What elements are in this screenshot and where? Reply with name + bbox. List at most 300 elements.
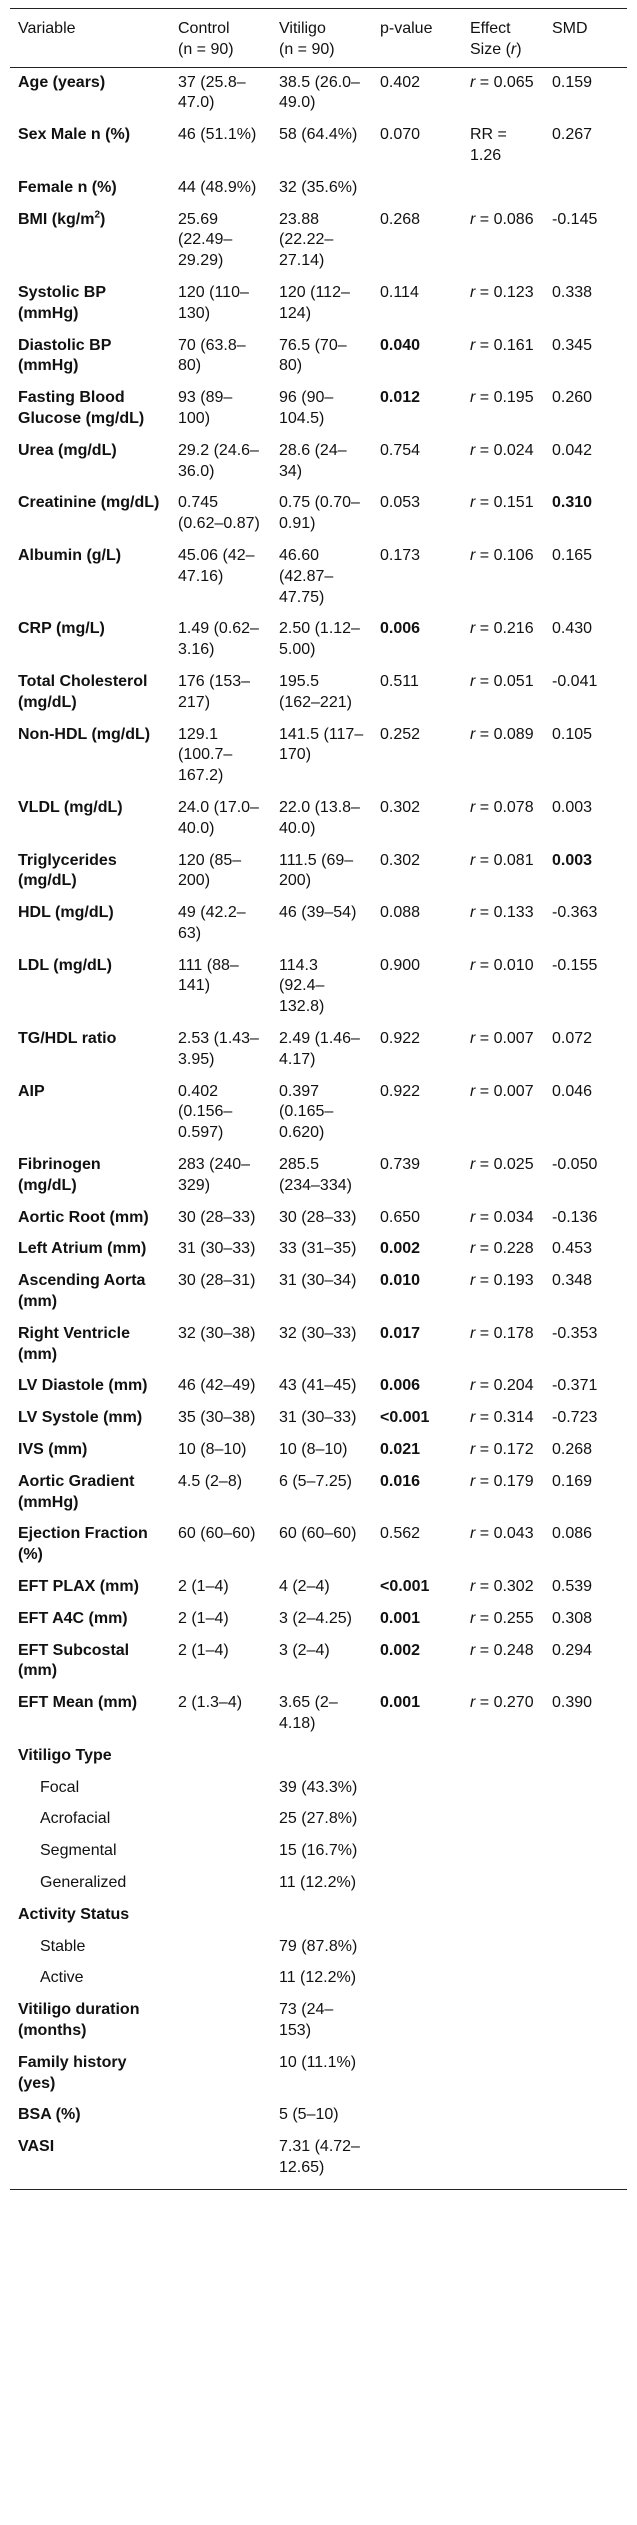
cell-variable [10,1572,170,1604]
cell-effect-size: r = 0.089 [470,725,534,743]
table-row [10,383,627,436]
cell-effect-size: r = 0.314 [470,1409,534,1427]
variable-label: EFT Mean (mm) [18,1694,138,1712]
table-row [10,614,627,667]
cell-pvalue: <0.001 [380,1409,430,1427]
cell-pvalue: 0.088 [380,904,421,922]
cell-vitiligo: 0.75 (0.70–0.91) [279,494,360,533]
cell-vitiligo: 4 (2–4) [279,1578,330,1596]
cell-pvalue: 0.922 [380,1082,421,1100]
cell-smd: 0.042 [552,441,593,459]
cell-effect-size: r = 0.078 [470,798,534,816]
cell-smd: 0.260 [552,389,593,407]
cell-pvalue: 0.053 [380,494,421,512]
cell-effect-size: r = 0.106 [470,546,534,564]
variable-label: VLDL (mg/dL) [18,798,123,816]
cell-pvalue [372,1963,462,1995]
cell-vitiligo: 3.65 (2–4.18) [279,1694,338,1732]
table-row [10,1024,627,1077]
cell-vitiligo: 10 (11.1%) [279,2053,357,2071]
table-row [10,278,627,331]
cell-pvalue: 0.001 [380,1609,421,1627]
variable-label: EFT A4C (mm) [18,1609,128,1627]
cell-smd: 0.086 [552,1525,593,1543]
cell-vitiligo: 285.5 (234–334) [279,1156,352,1194]
cell-variable [10,1203,170,1235]
cell-vitiligo: 32 (30–33) [279,1324,357,1342]
cell-smd: 0.539 [552,1578,593,1596]
cell-control: 111 (88–141) [178,956,239,995]
cell-pvalue: 0.922 [380,1030,421,1048]
variable-label: Stable [40,1937,86,1955]
variable-label: VASI [18,2138,55,2156]
cell-variable [10,1963,170,1995]
cell-variable [10,436,170,489]
cell-variable [10,1688,170,1741]
cell-smd: -0.145 [552,210,598,228]
variable-label: BMI (kg/m [18,210,95,228]
cell-smd: 0.046 [552,1082,593,1100]
cell-effect-size [462,1963,544,1995]
cell-variable [10,1900,170,1932]
cell-control [170,2048,271,2101]
variable-label: IVS (mm) [18,1441,88,1459]
cell-vitiligo: 30 (28–33) [279,1208,357,1226]
table-row [10,67,627,120]
cell-effect-size [462,2132,544,2189]
variable-label-tail: ) [100,210,106,228]
cell-effect-size [462,1804,544,1836]
cell-variable [10,2048,170,2101]
variable-label: HDL (mg/dL) [18,904,114,922]
table-row [10,436,627,489]
cell-smd: -0.371 [552,1377,598,1395]
table-row [10,1403,627,1435]
cell-vitiligo: 5 (5–10) [279,2106,339,2124]
cell-effect-size: r = 0.193 [470,1272,534,1290]
cell-control: 0.745 (0.62–0.87) [178,494,260,533]
table-row [10,488,627,541]
cell-pvalue: 0.040 [380,336,421,354]
variable-label: Diastolic BP (mmHg) [18,336,112,375]
variable-label: Aortic Gradient (mmHg) [18,1472,135,1511]
cell-control: 46 (42–49) [178,1377,256,1395]
cell-control: 31 (30–33) [178,1240,256,1258]
variable-label: Left Atrium (mm) [18,1240,147,1258]
cell-control: 129.1 (100.7–167.2) [178,725,233,785]
variable-label: Aortic Root (mm) [18,1208,149,1226]
variable-label: EFT PLAX (mm) [18,1578,139,1596]
cell-variable [10,1836,170,1868]
cell-variable [10,667,170,720]
cell-variable [10,614,170,667]
cell-smd: 0.345 [552,336,593,354]
table-row [10,205,627,278]
cell-vitiligo: 39 (43.3%) [279,1778,358,1796]
cell-vitiligo: 141.5 (117–170) [279,725,364,764]
cell-control: 24.0 (17.0–40.0) [178,798,259,837]
cell-control: 30 (28–33) [178,1208,256,1226]
cell-variable [10,1234,170,1266]
cell-vitiligo: 120 (112–124) [279,283,350,322]
cell-vitiligo: 60 (60–60) [279,1525,357,1543]
cell-control [170,1932,271,1964]
cell-variable [10,1604,170,1636]
variable-label: Non-HDL (mg/dL) [18,725,151,743]
cell-effect-size: r = 0.081 [470,851,534,869]
cell-effect-size: r = 0.051 [470,672,534,690]
cell-smd [544,1900,627,1932]
variable-label: LV Diastole (mm) [18,1377,148,1395]
table-row [10,1773,627,1805]
cell-control: 32 (30–38) [178,1324,256,1342]
cell-smd: 0.348 [552,1272,593,1290]
cell-smd: 0.308 [552,1609,593,1627]
cell-effect-size: r = 0.195 [470,389,534,407]
table-row [10,1266,627,1319]
cell-pvalue [372,2048,462,2101]
cell-effect-size: r = 0.034 [470,1208,534,1226]
cell-smd: 0.430 [552,620,593,638]
cell-smd [544,1963,627,1995]
cell-control: 4.5 (2–8) [178,1472,243,1490]
cell-smd: -0.363 [552,904,598,922]
variable-label: TG/HDL ratio [18,1030,117,1048]
cell-effect-size: r = 0.255 [470,1609,534,1627]
cell-pvalue: 0.001 [380,1694,421,1712]
table-row [10,793,627,846]
cell-vitiligo: 3 (2–4) [279,1641,330,1659]
cell-pvalue: 0.002 [380,1240,421,1258]
header-row [10,9,627,68]
table-row [10,1868,627,1900]
cell-effect-size [462,1900,544,1932]
cell-smd: 0.072 [552,1030,593,1048]
variable-label: CRP (mg/L) [18,620,105,638]
cell-control: 25.69 (22.49–29.29) [178,210,233,270]
cell-vitiligo: 0.397 (0.165–0.620) [279,1082,334,1142]
cell-pvalue: 0.302 [380,851,421,869]
cell-control: 120 (85–200) [178,851,242,890]
cell-control: 1.49 (0.62–3.16) [178,620,259,659]
cell-pvalue [372,1995,462,2048]
cell-control: 176 (153–217) [178,672,251,711]
table-row [10,1572,627,1604]
cell-control [170,1773,271,1805]
variable-label: EFT Subcostal (mm) [18,1641,130,1680]
cell-pvalue: 0.739 [380,1156,421,1174]
cell-effect-size [462,1773,544,1805]
table-row [10,1467,627,1520]
cell-pvalue [372,1836,462,1868]
cell-smd [544,1932,627,1964]
header-variable: Variable [10,9,170,68]
cell-effect-size: r = 0.179 [470,1472,534,1490]
cell-control: 60 (60–60) [178,1525,256,1543]
cell-variable [10,1319,170,1372]
cell-pvalue: 0.070 [380,126,421,144]
table-row [10,1741,627,1773]
cell-control: 35 (30–38) [178,1409,256,1427]
cell-effect-size: r = 0.270 [470,1694,534,1712]
cell-smd [544,1995,627,2048]
table-row [10,2132,627,2189]
cell-smd: -0.723 [552,1409,598,1427]
cell-control [170,1741,271,1773]
cell-pvalue [372,1741,462,1773]
variable-label: Triglycerides (mg/dL) [18,851,117,890]
table-row [10,1150,627,1203]
table-row [10,1804,627,1836]
cell-control: 120 (110–130) [178,283,249,322]
cell-smd: 0.159 [552,73,593,91]
cell-effect-size [462,2048,544,2101]
cell-smd [544,2100,627,2132]
cell-effect-size: r = 0.024 [470,441,534,459]
cell-vitiligo: 114.3 (92.4–132.8) [279,956,325,1016]
variable-label: Activity Status [18,1905,130,1923]
cell-smd: 0.453 [552,1240,593,1258]
cell-pvalue [372,1868,462,1900]
cell-control: 2 (1–4) [178,1578,229,1596]
cell-vitiligo: 38.5 (26.0–49.0) [279,73,360,112]
cell-variable [10,793,170,846]
cell-vitiligo: 46.60 (42.87–47.75) [279,546,334,606]
cell-pvalue: 0.021 [380,1441,421,1459]
table-row [10,1636,627,1689]
cell-vitiligo: 22.0 (13.8–40.0) [279,798,360,837]
cell-variable [10,1024,170,1077]
cell-vitiligo: 31 (30–34) [279,1272,357,1290]
cell-pvalue: <0.001 [380,1578,430,1596]
cell-effect-size: r = 0.025 [470,1156,534,1174]
cell-vitiligo: 33 (31–35) [279,1240,357,1258]
cell-pvalue: 0.006 [380,1377,421,1395]
cell-variable [10,1804,170,1836]
cell-control [170,2100,271,2132]
cell-vitiligo: 73 (24–153) [279,2001,334,2039]
cell-control [170,1804,271,1836]
cell-pvalue [372,1900,462,1932]
cell-pvalue [372,1804,462,1836]
cell-smd: -0.050 [552,1156,598,1174]
cell-variable [10,1266,170,1319]
cell-effect-size: r = 0.228 [470,1240,534,1258]
cell-variable [10,1636,170,1689]
cell-control [170,1836,271,1868]
variable-label: Family history (yes) [18,2053,127,2092]
cell-vitiligo: 31 (30–33) [279,1409,357,1427]
cell-control [170,1995,271,2048]
cell-pvalue [372,2132,462,2189]
cell-control: 10 (8–10) [178,1441,247,1459]
cell-smd: 0.105 [552,725,593,743]
cell-control: 30 (28–31) [178,1272,256,1290]
cell-control: 46 (51.1%) [178,126,257,144]
variable-label: Total Cholesterol (mg/dL) [18,672,148,711]
cell-smd [544,1804,627,1836]
cell-variable [10,951,170,1024]
cell-vitiligo: 10 (8–10) [279,1441,348,1459]
cell-control: 44 (48.9%) [178,178,257,196]
cell-variable [10,1435,170,1467]
cell-control [170,1963,271,1995]
cell-vitiligo: 23.88 (22.22–27.14) [279,210,334,270]
cell-effect-size: r = 0.178 [470,1324,534,1342]
cell-effect-size: r = 0.204 [470,1377,534,1395]
table-row [10,898,627,951]
cell-variable [10,1868,170,1900]
table-body [10,67,627,2189]
cell-variable [10,120,170,173]
cell-variable [10,488,170,541]
table-row [10,1900,627,1932]
cell-smd: 0.390 [552,1694,593,1712]
table-row [10,2048,627,2101]
variable-label: Focal [40,1778,80,1796]
table-row [10,1371,627,1403]
cell-variable [10,2132,170,2189]
cell-control: 283 (240–329) [178,1156,251,1194]
cell-vitiligo: 43 (41–45) [279,1377,357,1395]
table-row [10,1435,627,1467]
cell-vitiligo: 76.5 (70–80) [279,336,347,375]
header-smd: SMD [544,9,627,68]
cell-variable [10,1932,170,1964]
cell-vitiligo: 6 (5–7.25) [279,1472,352,1490]
cell-smd: 0.310 [552,494,593,512]
cell-variable [10,846,170,899]
cell-control [170,2132,271,2189]
cell-pvalue [372,1932,462,1964]
cell-effect-size: r = 0.065 [470,73,534,91]
cell-effect-size [462,1741,544,1773]
cell-vitiligo: 32 (35.6%) [279,178,358,196]
cell-control: 70 (63.8–80) [178,336,246,375]
cell-pvalue: 0.511 [380,672,419,690]
cell-pvalue: 0.562 [380,1525,421,1543]
cell-variable [10,1773,170,1805]
cell-vitiligo: 11 (12.2%) [279,1873,357,1891]
cell-control: 2 (1.3–4) [178,1694,243,1712]
cell-effect-size: r = 0.161 [470,336,534,354]
cell-control: 93 (89–100) [178,389,233,427]
cell-variable [10,1467,170,1520]
variable-label: Urea (mg/dL) [18,441,117,459]
cell-effect-size: r = 0.216 [470,620,534,638]
cell-smd: 0.165 [552,546,593,564]
table-row [10,1604,627,1636]
cell-pvalue: 0.017 [380,1324,421,1342]
cell-variable [10,278,170,331]
cell-effect-size: r = 0.123 [470,283,534,301]
cell-control [170,1868,271,1900]
cell-pvalue: 0.900 [380,956,421,974]
cell-vitiligo: 3 (2–4.25) [279,1609,352,1627]
cell-variable [10,541,170,614]
cell-smd: 0.268 [552,1441,593,1459]
variable-label: LV Systole (mm) [18,1409,143,1427]
cell-smd [544,1773,627,1805]
cell-vitiligo [271,1900,372,1932]
table-row [10,1932,627,1964]
cell-pvalue: 0.016 [380,1472,421,1490]
variable-label: Age (years) [18,73,106,91]
cell-smd: 0.003 [552,851,593,869]
cell-effect-size: r = 0.007 [470,1082,534,1100]
table-row [10,120,627,173]
cell-variable [10,67,170,120]
cell-pvalue: 0.173 [380,546,421,564]
table-row [10,1319,627,1372]
cell-effect-size [462,1868,544,1900]
cell-pvalue: 0.650 [380,1208,421,1226]
cell-effect-size: r = 0.007 [470,1030,534,1048]
cell-effect-size: r = 0.151 [470,494,534,512]
table-row [10,1995,627,2048]
variable-label: Segmental [40,1842,117,1860]
cell-control: 29.2 (24.6–36.0) [178,441,259,480]
table-row [10,173,627,205]
cell-variable [10,1371,170,1403]
cell-smd: 0.267 [552,126,593,144]
cell-effect-size [462,1995,544,2048]
cell-effect-size: r = 0.133 [470,904,534,922]
table-row [10,541,627,614]
table-row [10,1203,627,1235]
cell-vitiligo: 7.31 (4.72–12.65) [271,2132,372,2189]
variable-label: Generalized [40,1873,127,1891]
cell-vitiligo: 96 (90–104.5) [279,389,334,427]
cell-smd: -0.353 [552,1324,598,1342]
cell-effect-size: r = 0.302 [470,1578,534,1596]
variable-label: LDL (mg/dL) [18,956,112,974]
cell-control: 49 (42.2–63) [178,904,246,942]
cell-variable [10,173,170,205]
cell-variable [10,1741,170,1773]
table-row [10,1234,627,1266]
cell-smd [544,173,627,205]
cell-pvalue: 0.006 [380,620,421,638]
table-row [10,2100,627,2132]
cell-variable [10,1519,170,1572]
cell-vitiligo: 195.5 (162–221) [279,672,352,711]
table-row [10,1963,627,1995]
cell-pvalue [372,173,462,205]
header-effect-size: Effect Size (r) [462,9,544,68]
cell-vitiligo: 28.6 (24–34) [279,441,347,480]
cell-control [170,1900,271,1932]
table-row [10,1077,627,1150]
cell-smd: 0.294 [552,1641,593,1659]
cell-effect-size [462,1932,544,1964]
table-row [10,667,627,720]
variable-label: Right Ventricle (mm) [18,1324,131,1363]
variable-label: Vitiligo Type [18,1746,112,1764]
table-row [10,1688,627,1741]
variable-label: Albumin (g/L) [18,546,122,564]
cell-variable [10,2100,170,2132]
variable-label: Ascending Aorta (mm) [18,1272,146,1311]
table-row [10,331,627,384]
cell-pvalue: 0.268 [380,210,421,228]
cell-variable [10,331,170,384]
variable-label: Fasting Blood Glucose (mg/dL) [18,389,145,427]
table-row [10,1836,627,1868]
cell-pvalue [372,2100,462,2132]
cell-variable [10,1403,170,1435]
variable-label: Systolic BP (mmHg) [18,283,106,322]
